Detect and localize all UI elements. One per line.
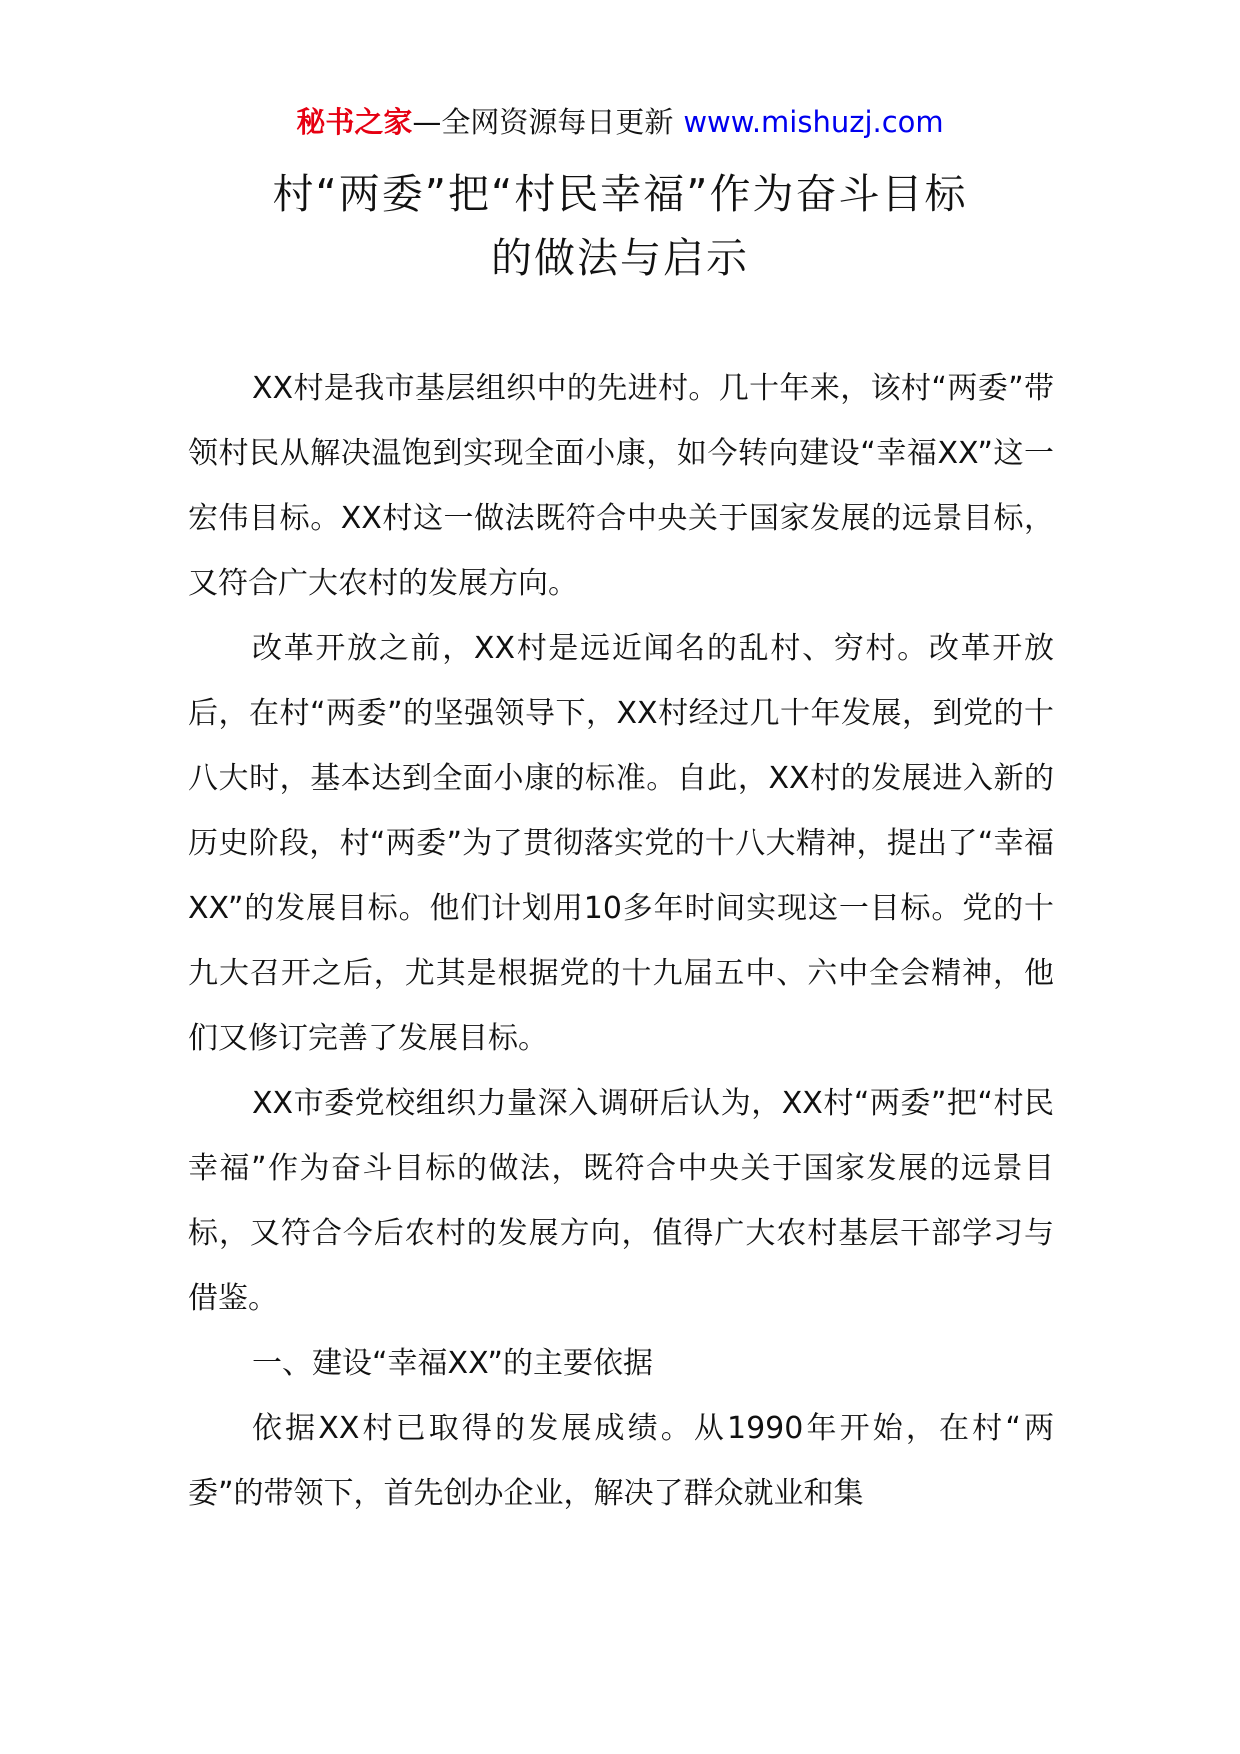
site-header: [0, 100, 1240, 144]
site-url-link[interactable]: www.mishuzj.com: [683, 105, 944, 139]
paragraph-basis: 依据XX村已取得的发展成绩。从1990年开始，在村“两委”的带领下，首先创办企业，解决了群众就业和集: [188, 1411, 1054, 1511]
paragraph-assessment: XX市委党校组织力量深入调研后认为，XX村“两委”把“村民幸福”作为奋斗目标的做法，既符合中央关于国家发展的远景目标，又符合今后农村的发展方向，值得广大农村基层干部学习与借鉴。: [188, 1086, 1054, 1316]
paragraph-history: 改革开放之前，XX村是远近闻名的乱村、穷村。改革开放后，在村“两委”的坚强领导下，XX村经过几十年发展，到党的十八大时，基本达到全面小康的标准。自此，XX村的发展进入新的历史阶段，村“两委”为了贯彻落实党的十八大精神，提出了“幸福XX”的发展目标。他们计划用10多年时间实现这一目标。党的十九大召开之后，尤其是根据党的十九届五中、六中全会精神，他们又修订完善了发展目标。: [188, 631, 1054, 1056]
document-title: [150, 162, 1090, 290]
title-line-1: 村“两委”把“村民幸福”作为奋斗目标: [272, 170, 968, 218]
section-heading: 一、建设“幸福XX”的主要依据: [252, 1346, 653, 1381]
document-body: [188, 356, 1054, 1526]
site-tagline: —全网资源每日更新: [412, 105, 674, 139]
paragraph-intro: XX村是我市基层组织中的先进村。几十年来，该村“两委”带领村民从解决温饱到实现全面小康，如今转向建设“幸福XX”这一宏伟目标。XX村这一做法既符合中央关于国家发展的远景目标，又符合广大农村的发展方向。: [188, 371, 1054, 601]
brand-name: 秘书之家: [296, 105, 413, 139]
title-line-2: 的做法与启示: [491, 234, 749, 282]
